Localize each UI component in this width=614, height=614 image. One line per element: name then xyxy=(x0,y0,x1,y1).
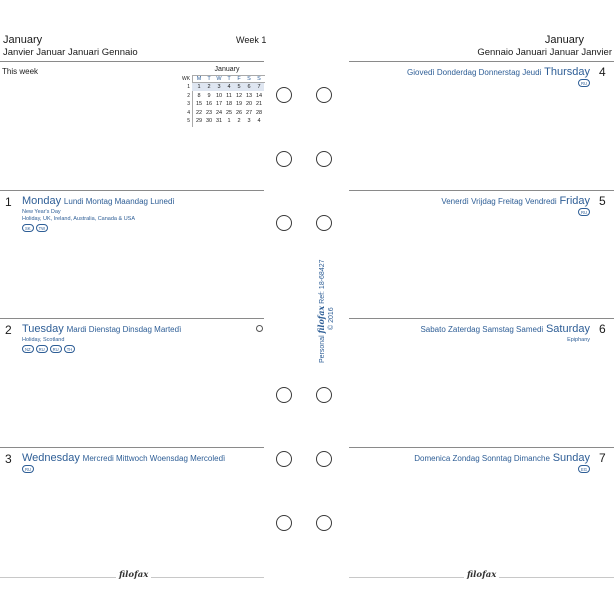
holiday-note: Holiday, Scotland xyxy=(22,337,65,343)
day-number: 5 xyxy=(599,194,606,208)
mini-calendar-day[interactable]: 20 xyxy=(245,101,253,107)
binding-size-label: Personal xyxy=(319,335,326,363)
day-number: 1 xyxy=(5,195,12,209)
right-month-title: January xyxy=(544,34,584,46)
country-badge: TW xyxy=(36,224,49,232)
mini-calendar-day[interactable]: 2 xyxy=(237,118,241,124)
day-number: 7 xyxy=(599,451,606,465)
left-rule-3 xyxy=(0,447,264,448)
left-rule-1 xyxy=(0,190,264,191)
mini-calendar-day[interactable]: 27 xyxy=(245,109,253,116)
mini-calendar-day[interactable]: 3 xyxy=(217,84,221,90)
mini-calendar-day[interactable]: 4 xyxy=(227,84,231,90)
day-name: Monday xyxy=(22,195,62,207)
mini-calendar-day[interactable]: 10 xyxy=(215,92,223,99)
mini-calendar-day[interactable]: 19 xyxy=(235,101,243,107)
mini-calendar-day-header: T xyxy=(207,76,211,82)
punch-hole xyxy=(316,387,332,403)
mini-calendar-day-header: W xyxy=(216,76,222,82)
right-footer-logo: filofax xyxy=(464,570,499,580)
week-label: Week 1 xyxy=(236,35,267,45)
holiday-note: New Year's Day xyxy=(22,209,61,215)
day-translations: Giovedì Donderdag Donnerstag Jeudi xyxy=(407,68,542,77)
mini-calendar-week-number: 2 xyxy=(187,92,190,99)
binding-imprint xyxy=(316,259,326,363)
country-badge: SK xyxy=(22,224,34,232)
mini-calendar-day[interactable]: 1 xyxy=(197,84,201,90)
day-number: 4 xyxy=(599,65,606,79)
day-name-line xyxy=(414,452,590,464)
country-badge: NZ xyxy=(22,345,34,353)
day-name-line xyxy=(22,452,225,464)
day-translations: Lundi Montag Maandag Lunedì xyxy=(63,197,175,206)
mini-calendar-month: January xyxy=(214,66,240,73)
right-rule-1 xyxy=(349,190,614,191)
mini-calendar-day[interactable]: 12 xyxy=(235,92,243,99)
mini-calendar-week-number: 5 xyxy=(187,118,190,124)
day-number: 6 xyxy=(599,322,606,336)
day-translations: Mercredi Mittwoch Woensdag Mercoledì xyxy=(82,454,226,463)
binding-copyright: © 2016 xyxy=(328,307,335,330)
day-translations: Sabato Zaterdag Samstag Samedi xyxy=(420,325,544,334)
country-badges xyxy=(22,465,34,473)
punch-hole xyxy=(276,87,292,103)
mini-calendar-day[interactable]: 22 xyxy=(195,109,203,116)
country-badges xyxy=(578,208,590,216)
country-badges xyxy=(578,465,590,473)
mini-calendar-day[interactable]: 30 xyxy=(205,118,213,124)
punch-hole xyxy=(276,451,292,467)
mini-calendar-day[interactable]: 15 xyxy=(195,101,203,107)
mini-calendar-day[interactable]: 25 xyxy=(225,109,233,116)
left-header-rule xyxy=(0,61,264,62)
punch-hole xyxy=(276,387,292,403)
mini-calendar-day-header: F xyxy=(237,76,241,82)
mini-calendar-day[interactable]: 5 xyxy=(237,84,241,90)
punch-hole xyxy=(316,87,332,103)
binding-brand: filofax xyxy=(316,305,326,334)
mini-calendar-week-number: 3 xyxy=(187,101,190,107)
mini-calendar-day[interactable]: 7 xyxy=(257,84,261,90)
moon-phase-icon xyxy=(256,325,263,332)
left-footer-logo: filofax xyxy=(116,570,151,580)
mini-calendar-day[interactable]: 23 xyxy=(205,109,213,116)
day-name: Sunday xyxy=(552,452,590,464)
country-badge: RU xyxy=(36,345,48,353)
day-name-line xyxy=(441,195,590,207)
this-week-label: This week xyxy=(2,67,39,76)
day-name: Tuesday xyxy=(22,323,64,335)
punch-hole xyxy=(316,215,332,231)
mini-calendar-day[interactable]: 6 xyxy=(247,84,251,90)
mini-calendar-day[interactable]: 9 xyxy=(207,92,211,99)
day-name-line xyxy=(22,195,175,207)
mini-calendar-day-header: S xyxy=(257,76,261,82)
day-translations: Venerdì Vrijdag Freitag Vendredi xyxy=(441,197,557,206)
day-number: 3 xyxy=(5,452,12,466)
left-month-title: January xyxy=(3,34,43,46)
mini-calendar-day[interactable]: 13 xyxy=(245,92,253,99)
country-badge: RU xyxy=(50,345,62,353)
right-rule-2 xyxy=(349,318,614,319)
mini-calendar-day[interactable]: 11 xyxy=(226,92,232,99)
mini-calendar-day[interactable]: 3 xyxy=(247,118,251,124)
country-badge: TH xyxy=(64,345,76,353)
mini-calendar-wk-header: WK xyxy=(182,76,191,82)
day-name: Friday xyxy=(559,195,590,207)
day-number: 2 xyxy=(5,323,12,337)
mini-calendar-week-number: 1 xyxy=(187,84,190,90)
mini-calendar-day-header: S xyxy=(247,76,251,82)
punch-hole xyxy=(316,151,332,167)
left-rule-2 xyxy=(0,318,264,319)
mini-calendar-day-header: T xyxy=(227,76,231,82)
mini-calendar-day[interactable]: 24 xyxy=(215,109,223,116)
right-month-translations: Gennaio Januari Januar Janvier xyxy=(477,47,612,58)
holiday-note: Holiday, UK, Ireland, Australia, Canada & USA xyxy=(22,216,136,222)
country-badge: RU xyxy=(578,79,590,87)
day-name-line xyxy=(22,323,181,335)
punch-hole xyxy=(276,515,292,531)
mini-calendar-day[interactable]: 29 xyxy=(195,118,203,124)
mini-calendar-day[interactable]: 8 xyxy=(197,92,201,99)
mini-calendar-day[interactable]: 16 xyxy=(205,101,213,107)
punch-hole xyxy=(316,515,332,531)
holiday-note: Epiphany xyxy=(567,337,590,343)
mini-calendar-day[interactable]: 17 xyxy=(215,101,223,107)
mini-calendar-week-number: 4 xyxy=(187,109,190,116)
country-badges xyxy=(22,345,75,353)
binding-ref: Ref: 18-68427 xyxy=(319,259,326,304)
mini-calendar-day[interactable]: 14 xyxy=(255,92,263,99)
mini-calendar-day[interactable]: 4 xyxy=(257,118,261,124)
punch-hole xyxy=(276,151,292,167)
country-badge: EG xyxy=(578,465,590,473)
mini-calendar xyxy=(181,66,267,128)
right-header-rule xyxy=(349,61,614,62)
mini-calendar-day[interactable]: 28 xyxy=(255,109,263,116)
mini-calendar-day[interactable]: 1 xyxy=(227,118,231,124)
day-translations: Mardi Dienstag Dinsdag Martedì xyxy=(66,325,182,334)
day-name-line xyxy=(420,323,590,335)
mini-calendar-day[interactable]: 26 xyxy=(235,109,243,116)
left-month-translations: Janvier Januar Januari Gennaio xyxy=(3,47,138,58)
day-name: Wednesday xyxy=(22,452,80,464)
country-badges xyxy=(22,224,48,232)
day-name: Thursday xyxy=(544,66,590,78)
mini-calendar-day[interactable]: 2 xyxy=(207,84,211,90)
right-rule-3 xyxy=(349,447,614,448)
mini-calendar-day[interactable]: 31 xyxy=(215,118,223,124)
punch-hole xyxy=(316,451,332,467)
day-translations: Domenica Zondag Sonntag Dimanche xyxy=(414,454,550,463)
country-badges xyxy=(578,79,590,87)
country-badge: RU xyxy=(578,208,590,216)
mini-calendar-day-header: M xyxy=(196,76,202,82)
day-name-line xyxy=(407,66,590,78)
mini-calendar-day[interactable]: 21 xyxy=(255,101,263,107)
punch-hole xyxy=(276,215,292,231)
day-name: Saturday xyxy=(545,323,590,335)
country-badge: RU xyxy=(22,465,34,473)
mini-calendar-day[interactable]: 18 xyxy=(225,101,233,107)
